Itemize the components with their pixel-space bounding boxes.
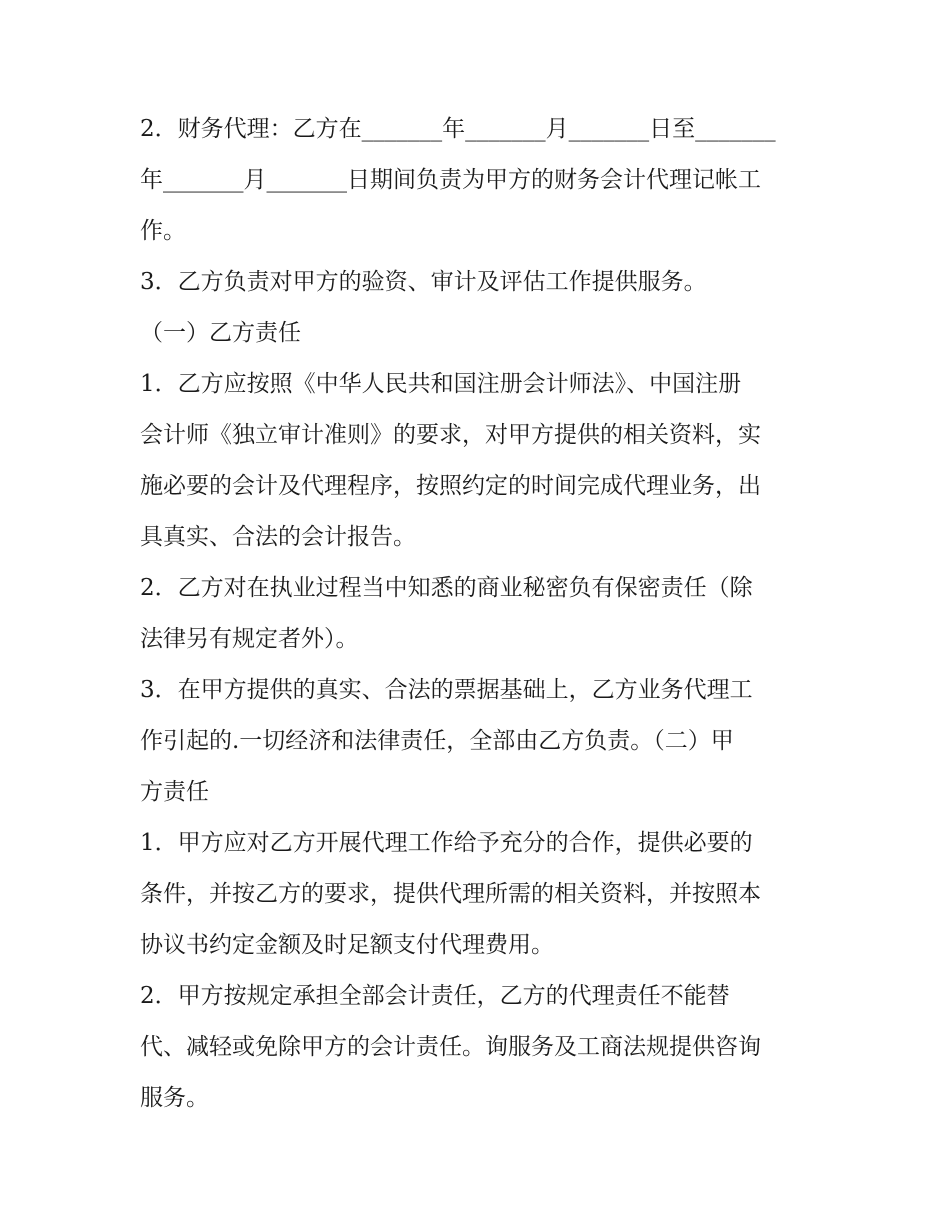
text-line: 条件，并按乙方的要求，提供代理所需的相关资料，并按照本 bbox=[140, 881, 761, 907]
document-body bbox=[140, 104, 820, 1124]
text-line: 3．乙方负责对甲方的验资、审计及评估工作提供服务。 bbox=[140, 269, 707, 295]
text-line: 服务。 bbox=[140, 1085, 209, 1111]
text-line: 作。 bbox=[140, 218, 186, 244]
text-line: 1．乙方应按照《中华人民共和国注册会计师法》、中国注册 bbox=[140, 371, 742, 397]
text-line: 会计师《独立审计准则》的要求，对甲方提供的相关资料，实 bbox=[140, 422, 761, 448]
text-line: 2．财务代理：乙方在_______年_______月_______日至_______ bbox=[140, 116, 776, 142]
text-line: 具真实、合法的会计报告。 bbox=[140, 524, 416, 550]
text-line: 2．甲方按规定承担全部会计责任，乙方的代理责任不能替 bbox=[140, 983, 730, 1009]
text-line: 代、减轻或免除甲方的会计责任。询服务及工商法规提供咨询 bbox=[140, 1034, 761, 1060]
text-line: 协议书约定金额及时足额支付代理费用。 bbox=[140, 932, 554, 958]
text-line: 3．在甲方提供的真实、合法的票据基础上，乙方业务代理工 bbox=[140, 677, 753, 703]
text-line: 2．乙方对在执业过程当中知悉的商业秘密负有保密责任（除 bbox=[140, 575, 753, 601]
text-line: 法律另有规定者外）。 bbox=[140, 626, 359, 652]
text-line: 作引起的.一切经济和法律责任，全部由乙方负责。（二）甲 bbox=[140, 728, 734, 754]
text-line: 施必要的会计及代理程序，按照约定的时间完成代理业务，出 bbox=[140, 473, 761, 499]
text-line: 方责任 bbox=[140, 779, 209, 805]
text-line: 1．甲方应对乙方开展代理工作给予充分的合作，提供必要的 bbox=[140, 830, 753, 856]
text-line: 年_______月_______日期间负责为甲方的财务会计代理记帐工 bbox=[140, 167, 761, 193]
section-heading: （一）乙方责任 bbox=[140, 320, 301, 346]
